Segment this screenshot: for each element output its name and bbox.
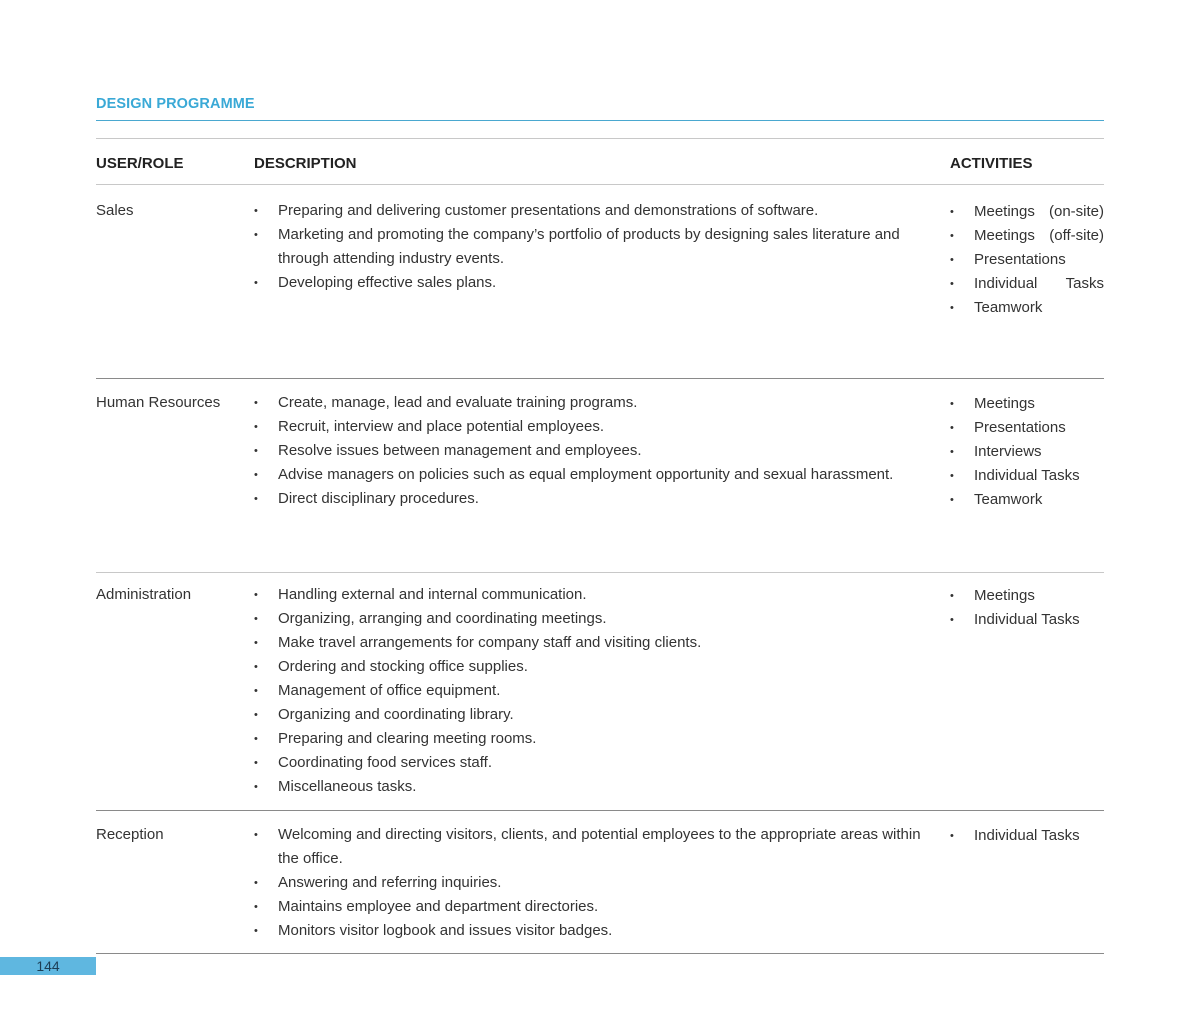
list-item: • Individual Tasks [950,608,1104,632]
table-bottom-rule [96,953,1104,954]
list-item: • Teamwork [950,488,1104,512]
list-item: • Developing effective sales plans. [254,271,934,295]
section-title: DESIGN PROGRAMME [96,96,255,112]
list-item: • Individual Tasks [950,272,1104,296]
list-item: • Preparing and delivering customer presentations and demonstrations of software. [254,199,934,223]
list-item: • Recruit, interview and place potential employees. [254,415,934,439]
list-item: • Presentations [950,248,1104,272]
row-divider [96,810,1104,811]
list-item: • Answering and referring inquiries. [254,871,934,895]
list-item: • Monitors visitor logbook and issues visitor badges. [254,919,934,943]
list-item: • Management of office equipment. [254,679,934,703]
list-item: • Individual Tasks [950,464,1104,488]
row-divider [96,378,1104,379]
row-activities-human-resources [950,392,1104,512]
row-activities-administration [950,584,1104,632]
row-role-sales: Sales [96,202,134,219]
list-item: • Handling external and internal communication. [254,583,934,607]
row-description-administration [254,583,934,799]
list-item: • Organizing and coordinating library. [254,703,934,727]
list-item: • Interviews [950,440,1104,464]
list-item: • Maintains employee and department directories. [254,895,934,919]
list-item: • Preparing and clearing meeting rooms. [254,727,934,751]
list-item: • Meetings [950,584,1104,608]
list-item: • Marketing and promoting the company’s portfolio of products by designing sales literature and through attending industry events. [254,223,934,271]
row-divider [96,572,1104,573]
list-item: • Individual Tasks [950,824,1104,848]
row-role-human-resources: Human Resources [96,394,221,411]
list-item: • Advise managers on policies such as equal employment opportunity and sexual harassment. [254,463,934,487]
row-activities-sales [950,200,1104,320]
list-item: • Organizing, arranging and coordinating meetings. [254,607,934,631]
list-item: • Presentations [950,416,1104,440]
list-item: • Teamwork [950,296,1104,320]
list-item: • Meetings (off-site) [950,224,1104,248]
row-description-human-resources [254,391,934,511]
list-item: • Ordering and stocking office supplies. [254,655,934,679]
row-role-administration: Administration [96,586,192,603]
page-number: 144 [36,958,60,974]
header-top-rule [96,138,1104,139]
list-item: • Direct disciplinary procedures. [254,487,934,511]
list-item: • Welcoming and directing visitors, clients, and potential employees to the appropriate areas within the office. [254,823,934,871]
list-item: • Make travel arrangements for company staff and visiting clients. [254,631,934,655]
list-item: • Coordinating food services staff. [254,751,934,775]
header-description: DESCRIPTION [254,155,357,172]
row-role-reception: Reception [96,826,164,843]
list-item: • Create, manage, lead and evaluate training programs. [254,391,934,415]
page-number-tab [0,957,96,975]
list-item: • Meetings (on-site) [950,200,1104,224]
title-rule [96,120,1104,121]
header-activities: ACTIVITIES [950,155,1033,172]
row-activities-reception [950,824,1104,848]
header-bottom-rule [96,184,1104,185]
list-item: • Meetings [950,392,1104,416]
row-description-reception [254,823,934,943]
list-item: • Miscellaneous tasks. [254,775,934,799]
row-description-sales [254,199,934,295]
header-role: USER/ROLE [96,155,184,172]
list-item: • Resolve issues between management and employees. [254,439,934,463]
